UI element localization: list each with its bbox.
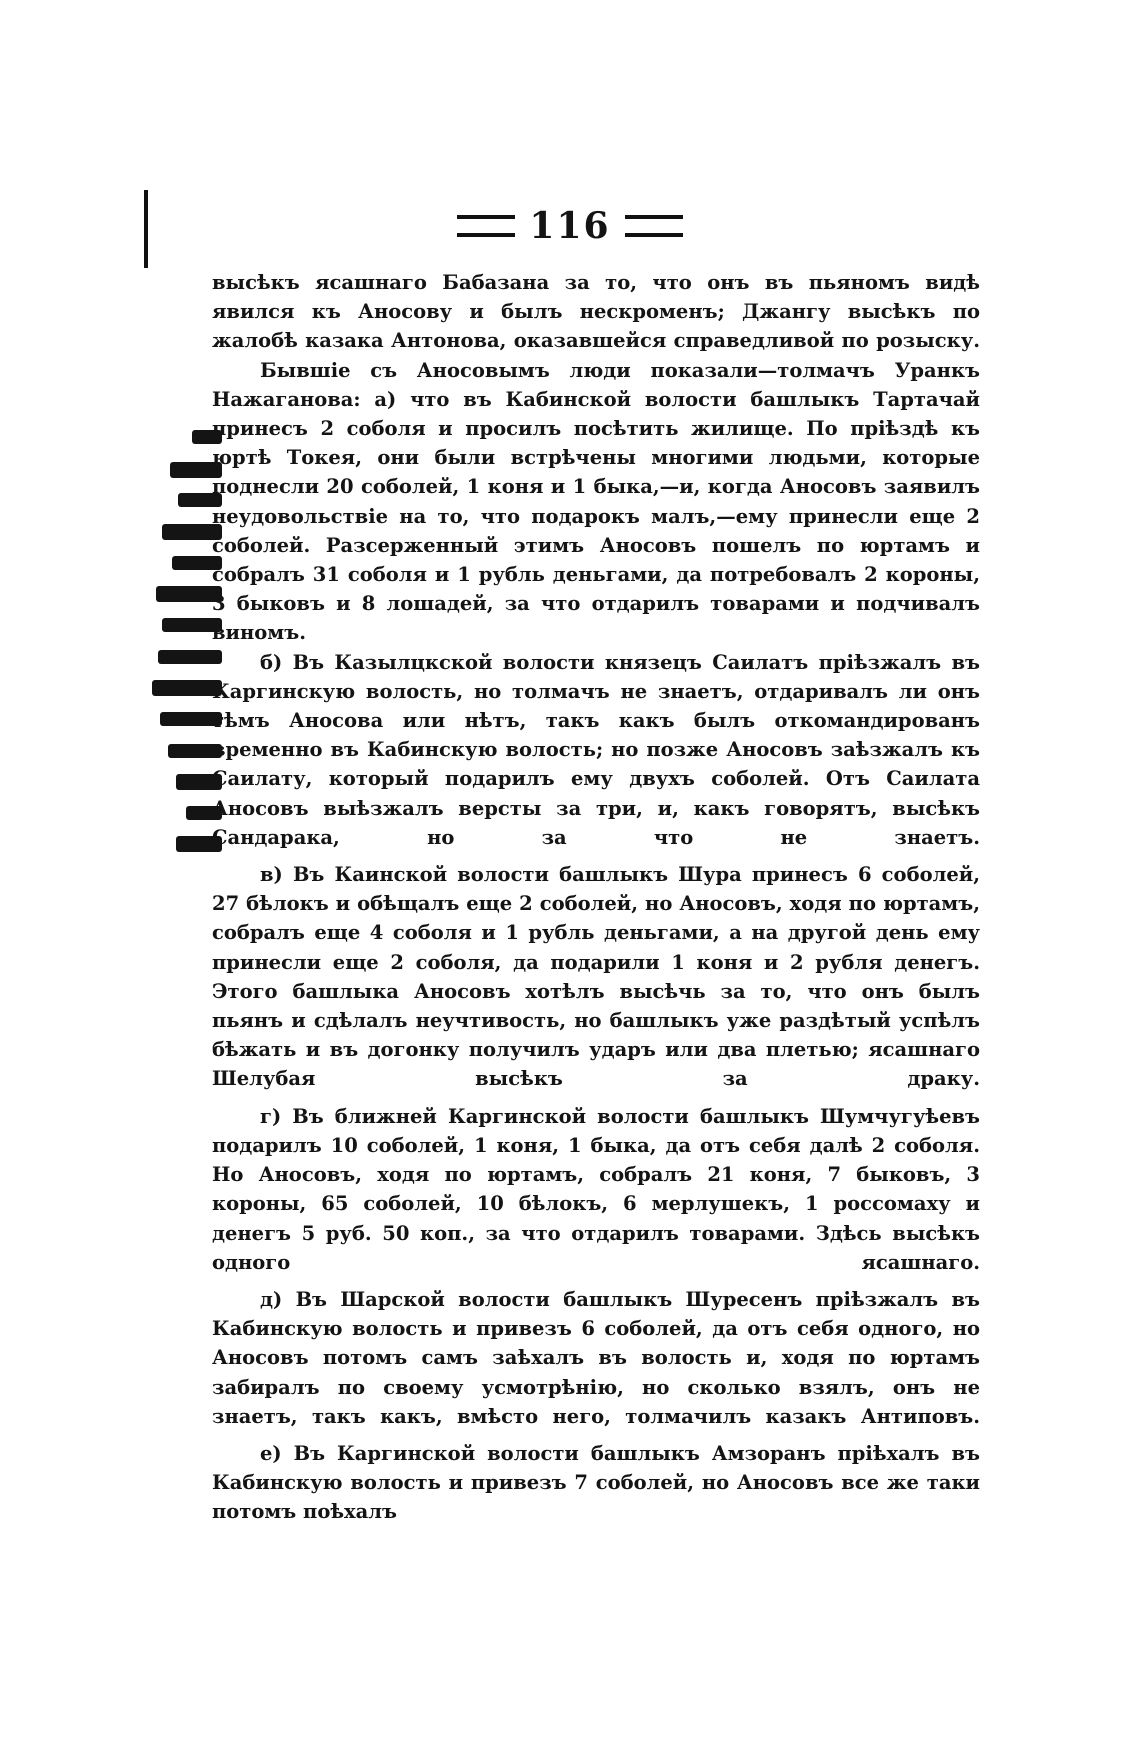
right-ornament: [625, 215, 683, 237]
paragraph-b: б) Въ Казылцкской волости князецъ Саилатъ пріѣзжалъ въ Каргинскую волость, но толмачъ не знаетъ, отдаривалъ ли онъ тѣмъ Аносова или нѣтъ, такъ какъ былъ откомандированъ временно въ Кабинскую волость; но позже Аносовъ заѣзжалъ къ Саилату, который подарилъ ему двухъ соболей. Отъ Саилата Аносовъ выѣзжалъ версты за три, и, какъ говорятъ, высѣкъ Сандарака, но за что не знаетъ.: [212, 650, 980, 849]
left-ornament: [457, 215, 515, 237]
paragraph-witnesses: Бывшіе съ Аносовымъ люди показали—толмачъ Уранкъ Нажаганова: а) что въ Кабинской волости башлыкъ Тартачай принесъ 2 соболя и просилъ посѣтить жилище. По пріѣздѣ къ юртѣ Токея, они были встрѣчены многими людьми, которые поднесли 20 соболей, 1 коня и 1 быка,—и, когда Аносовъ заявилъ неудовольствіе на то, что подарокъ малъ,—ему принесли еще 2 соболей. Разсерженный этимъ Аносовъ пошелъ по юртамъ и собралъ 31 соболя и 1 рубль деньгами, да потребовалъ 2 короны, 3 быковъ и 8 лошадей, за что отдарилъ товарами и подчивалъ виномъ.: [212, 358, 980, 645]
body-text: [212, 268, 980, 1527]
paragraph-d: д) Въ Шарской волости башлыкъ Шуресенъ пріѣзжалъ въ Кабинскую волость и привезъ 6 соболей, да отъ себя одного, но Аносовъ потомъ самъ заѣхалъ въ волость и, ходя по юртамъ забиралъ по своему усмотрѣнію, но сколько взялъ, онъ не знаетъ, такъ какъ, вмѣсто него, толмачилъ казакъ Антиповъ.: [212, 1287, 980, 1428]
paragraph-v: в) Въ Каинской волости башлыкъ Шура принесъ 6 соболей, 27 бѣлокъ и обѣщалъ еще 2 соболей, но Аносовъ, ходя по юртамъ, собралъ еще 4 соболя и 1 рубль деньгами, а на другой день ему принесли еще 2 соболя, да подарили 1 коня и 2 рубля денегъ. Этого башлыка Аносовъ хотѣлъ высѣчь за то, что онъ былъ пьянъ и сдѣлалъ неучтивость, но башлыкъ уже раздѣтый успѣлъ бѣжать и въ догонку получилъ ударъ или два плетью; ясашнаго Шелубая высѣкъ за драку.: [212, 863, 980, 1091]
paragraph-g: г) Въ ближней Каргинской волости башлыкъ Шумчугуѣевъ подарилъ 10 соболей, 1 коня, 1 быка, да отъ себя далѣ 2 соболя. Но Аносовъ, ходя по юртамъ, собралъ 21 коня, 7 быковъ, 3 короны, 65 соболей, 10 бѣлокъ, 6 мерлушекъ, 1 россомаху и денегъ 5 руб. 50 коп., за что отдарилъ товарами. Здѣсь высѣкъ одного ясашнаго.: [212, 1104, 980, 1274]
paragraph-e: е) Въ Каргинской волости башлыкъ Амзоранъ пріѣхалъ въ Кабинскую волость и привезъ 7 соболей, но Аносовъ все же таки потомъ поѣхалъ: [212, 1441, 980, 1524]
page-number: 116: [529, 205, 611, 247]
paragraph-flogging: высѣкъ ясашнаго Бабазана за то, что онъ въ пьяномъ видѣ явился къ Аносову и былъ нескроменъ; Джангу высѣкъ по жалобѣ казака Антонова, оказавшейся справедливой по розыску.: [212, 271, 980, 353]
page-header: [0, 205, 1140, 247]
